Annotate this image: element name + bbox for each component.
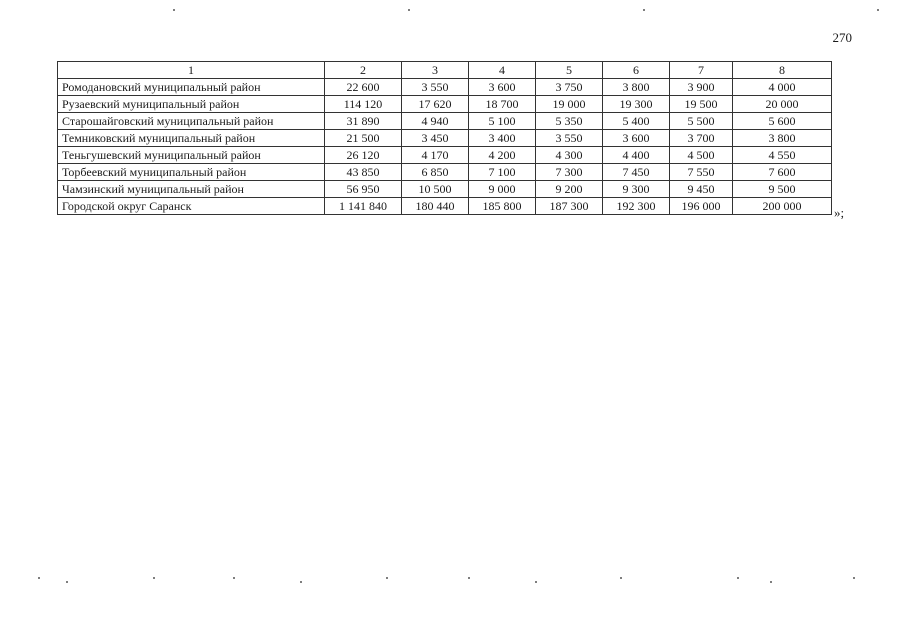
table-row (58, 96, 832, 113)
value-cell: 3 600 (469, 79, 536, 96)
table-header-row (58, 62, 832, 79)
data-table (57, 61, 832, 215)
value-cell: 192 300 (603, 198, 670, 215)
value-cell: 7 300 (536, 164, 603, 181)
value-cell: 1 141 840 (325, 198, 402, 215)
page-number: 270 (832, 30, 852, 45)
district-name-cell: Городской округ Саранск (58, 198, 325, 215)
value-cell: 180 440 (402, 198, 469, 215)
value-cell: 18 700 (469, 96, 536, 113)
value-cell: 4 940 (402, 113, 469, 130)
value-cell: 5 100 (469, 113, 536, 130)
value-cell: 9 200 (536, 181, 603, 198)
table-row (58, 130, 832, 147)
scan-speck (770, 581, 772, 583)
table-row (58, 79, 832, 96)
district-name-cell: Рузаевский муниципальный район (58, 96, 325, 113)
district-name-cell: Чамзинский муниципальный район (58, 181, 325, 198)
value-cell: 10 500 (402, 181, 469, 198)
column-header: 6 (603, 62, 670, 79)
value-cell: 3 550 (402, 79, 469, 96)
value-cell: 114 120 (325, 96, 402, 113)
district-name-cell: Ромодановский муниципальный район (58, 79, 325, 96)
value-cell: 185 800 (469, 198, 536, 215)
column-header: 5 (536, 62, 603, 79)
value-cell: 56 950 (325, 181, 402, 198)
table-row (58, 198, 832, 215)
value-cell: 9 450 (670, 181, 733, 198)
value-cell: 3 750 (536, 79, 603, 96)
column-header: 4 (469, 62, 536, 79)
scan-speck (853, 577, 855, 579)
value-cell: 4 550 (733, 147, 832, 164)
column-header: 1 (58, 62, 325, 79)
column-header: 3 (402, 62, 469, 79)
value-cell: 4 400 (603, 147, 670, 164)
district-name-cell: Теньгушевский муниципальный район (58, 147, 325, 164)
scan-speck (535, 581, 537, 583)
value-cell: 6 850 (402, 164, 469, 181)
value-cell: 43 850 (325, 164, 402, 181)
scan-speck (468, 577, 470, 579)
scan-speck (233, 577, 235, 579)
scan-speck (38, 577, 40, 579)
scan-speck (620, 577, 622, 579)
column-header: 8 (733, 62, 832, 79)
value-cell: 200 000 (733, 198, 832, 215)
value-cell: 21 500 (325, 130, 402, 147)
scan-speck (877, 9, 879, 11)
value-cell: 7 600 (733, 164, 832, 181)
value-cell: 3 400 (469, 130, 536, 147)
value-cell: 5 350 (536, 113, 603, 130)
value-cell: 7 100 (469, 164, 536, 181)
scan-speck (173, 9, 175, 11)
table-row (58, 147, 832, 164)
district-name-cell: Темниковский муниципальный район (58, 130, 325, 147)
value-cell: 19 000 (536, 96, 603, 113)
column-header: 7 (670, 62, 733, 79)
table-row (58, 113, 832, 130)
scan-speck (153, 577, 155, 579)
value-cell: 196 000 (670, 198, 733, 215)
value-cell: 22 600 (325, 79, 402, 96)
value-cell: 5 400 (603, 113, 670, 130)
value-cell: 4 170 (402, 147, 469, 164)
value-cell: 7 450 (603, 164, 670, 181)
value-cell: 26 120 (325, 147, 402, 164)
value-cell: 3 600 (603, 130, 670, 147)
value-cell: 3 700 (670, 130, 733, 147)
scan-speck (386, 577, 388, 579)
value-cell: 9 000 (469, 181, 536, 198)
scan-speck (737, 577, 739, 579)
column-header: 2 (325, 62, 402, 79)
scan-speck (300, 581, 302, 583)
table-row (58, 164, 832, 181)
value-cell: 7 550 (670, 164, 733, 181)
value-cell: 4 500 (670, 147, 733, 164)
value-cell: 3 900 (670, 79, 733, 96)
value-cell: 3 800 (733, 130, 832, 147)
table-row (58, 181, 832, 198)
district-name-cell: Торбеевский муниципальный район (58, 164, 325, 181)
scan-speck (643, 9, 645, 11)
value-cell: 3 550 (536, 130, 603, 147)
value-cell: 3 800 (603, 79, 670, 96)
value-cell: 20 000 (733, 96, 832, 113)
value-cell: 4 300 (536, 147, 603, 164)
value-cell: 5 600 (733, 113, 832, 130)
value-cell: 4 200 (469, 147, 536, 164)
value-cell: 4 000 (733, 79, 832, 96)
scan-speck (66, 581, 68, 583)
district-name-cell: Старошайговский муниципальный район (58, 113, 325, 130)
value-cell: 9 500 (733, 181, 832, 198)
value-cell: 17 620 (402, 96, 469, 113)
value-cell: 187 300 (536, 198, 603, 215)
value-cell: 3 450 (402, 130, 469, 147)
value-cell: 19 300 (603, 96, 670, 113)
value-cell: 31 890 (325, 113, 402, 130)
scan-speck (408, 9, 410, 11)
closing-quote-mark: »; (834, 205, 845, 220)
value-cell: 9 300 (603, 181, 670, 198)
value-cell: 19 500 (670, 96, 733, 113)
value-cell: 5 500 (670, 113, 733, 130)
